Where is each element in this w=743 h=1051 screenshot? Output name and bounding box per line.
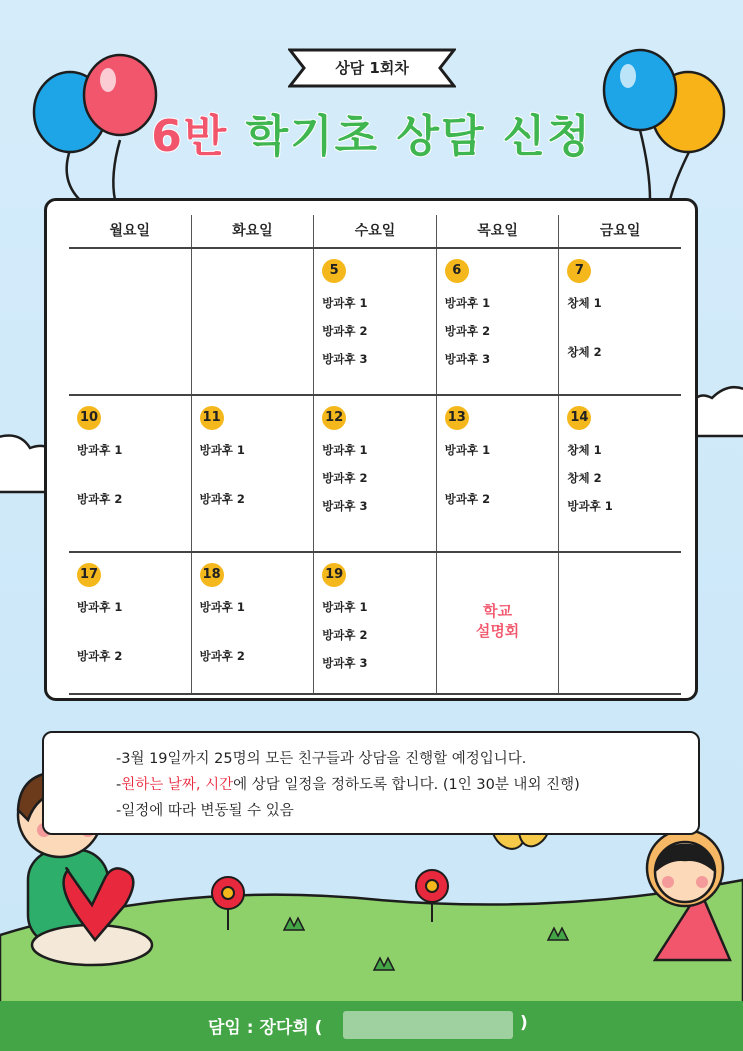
title-main: 학기초 상담 신청 bbox=[245, 111, 592, 162]
date-badge: 6 bbox=[445, 259, 469, 283]
notice-dash: - bbox=[116, 777, 122, 793]
redacted-contact bbox=[343, 1011, 513, 1039]
calendar-day[interactable] bbox=[314, 553, 437, 693]
calendar-day[interactable] bbox=[314, 249, 437, 394]
time-slot[interactable]: 방과후 2 bbox=[199, 492, 245, 506]
teacher-label: 담임 : 장다희 ( bbox=[208, 1018, 323, 1038]
calendar-grid bbox=[69, 215, 681, 695]
notice-line: -일정에 따라 변동될 수 있음 bbox=[116, 803, 294, 819]
time-slot[interactable]: 방과후 2 bbox=[322, 471, 368, 485]
time-slot[interactable]: 방과후 2 bbox=[444, 492, 491, 506]
time-slot[interactable]: 방과후 1 bbox=[322, 443, 368, 457]
time-slot[interactable]: 방과후 1 bbox=[567, 499, 613, 513]
weekday-label: 월요일 bbox=[69, 215, 192, 247]
date-badge: 12 bbox=[322, 406, 346, 430]
school-info-event bbox=[437, 601, 559, 641]
time-slot[interactable]: 방과후 1 bbox=[444, 296, 491, 310]
date-badge: 5 bbox=[322, 259, 346, 283]
page-title bbox=[0, 100, 743, 164]
notice-line: -3월 19일까지 25명의 모든 친구들과 상담을 진행할 예정입니다. bbox=[116, 751, 527, 767]
time-slot[interactable]: 방과후 1 bbox=[444, 443, 491, 457]
time-slot[interactable]: 방과후 3 bbox=[322, 352, 368, 366]
calendar-day[interactable] bbox=[437, 396, 560, 551]
calendar-day-empty bbox=[192, 249, 315, 394]
time-slot[interactable]: 방과후 2 bbox=[77, 649, 123, 663]
date-badge: 18 bbox=[200, 563, 224, 587]
weekday-label: 화요일 bbox=[192, 215, 315, 247]
calendar-day-empty bbox=[69, 249, 192, 394]
time-slot[interactable]: 방과후 2 bbox=[77, 492, 123, 506]
time-slot[interactable]: 방과후 1 bbox=[77, 443, 123, 457]
calendar-day[interactable] bbox=[559, 396, 681, 551]
time-slot[interactable]: 창체 2 bbox=[567, 471, 602, 485]
time-slot[interactable]: 방과후 2 bbox=[199, 649, 245, 663]
weekday-label: 금요일 bbox=[599, 223, 641, 239]
session-label: 상담 1회차 bbox=[335, 59, 409, 77]
time-slot[interactable]: 창체 1 bbox=[567, 443, 602, 457]
calendar-panel bbox=[44, 198, 698, 701]
time-slot[interactable]: 방과후 3 bbox=[322, 656, 368, 670]
calendar-week bbox=[69, 396, 681, 553]
date-badge: 19 bbox=[322, 563, 346, 587]
calendar-day[interactable] bbox=[559, 249, 681, 394]
calendar-day[interactable] bbox=[69, 396, 192, 551]
calendar-week bbox=[69, 553, 681, 695]
notice-highlight: 원하는 날짜, 시간 bbox=[121, 777, 234, 793]
date-badge: 10 bbox=[77, 406, 101, 430]
calendar-day-empty bbox=[559, 553, 681, 693]
calendar-day[interactable] bbox=[192, 396, 315, 551]
time-slot[interactable]: 방과후 2 bbox=[322, 324, 368, 338]
calendar-day[interactable] bbox=[69, 553, 192, 693]
notice-rest: 에 상담 일정을 정하도록 합니다. (1인 30분 내외 진행) bbox=[233, 777, 580, 793]
date-badge: 13 bbox=[445, 406, 469, 430]
time-slot[interactable]: 창체 2 bbox=[567, 345, 602, 359]
time-slot[interactable]: 방과후 2 bbox=[444, 324, 491, 338]
time-slot[interactable]: 창체 1 bbox=[567, 296, 602, 310]
time-slot[interactable]: 방과후 1 bbox=[199, 443, 245, 457]
date-badge: 7 bbox=[567, 259, 591, 283]
event-line: 설명회 bbox=[475, 622, 520, 640]
calendar-week bbox=[69, 249, 681, 396]
date-badge: 14 bbox=[567, 406, 591, 430]
date-badge: 11 bbox=[200, 406, 224, 430]
calendar-day[interactable] bbox=[437, 249, 560, 394]
date-badge: 17 bbox=[77, 563, 101, 587]
notice-line bbox=[116, 773, 580, 794]
calendar-day[interactable] bbox=[314, 396, 437, 551]
time-slot[interactable]: 방과후 3 bbox=[322, 499, 368, 513]
time-slot[interactable]: 방과후 2 bbox=[322, 628, 368, 642]
notice-box bbox=[42, 731, 700, 835]
weekday-header bbox=[69, 215, 681, 249]
time-slot[interactable]: 방과후 1 bbox=[322, 600, 368, 614]
weekday-label: 수요일 bbox=[314, 215, 437, 247]
close-paren: ) bbox=[520, 1013, 528, 1033]
title-class: 6반 bbox=[151, 111, 246, 162]
time-slot[interactable]: 방과후 3 bbox=[444, 352, 491, 366]
time-slot[interactable]: 방과후 1 bbox=[77, 600, 123, 614]
time-slot[interactable]: 방과후 1 bbox=[199, 600, 245, 614]
calendar-day[interactable] bbox=[192, 553, 315, 693]
calendar-day-event bbox=[437, 553, 560, 693]
event-line: 학교 bbox=[483, 602, 513, 620]
weekday-label: 목요일 bbox=[437, 215, 560, 247]
time-slot[interactable]: 방과후 1 bbox=[322, 296, 368, 310]
